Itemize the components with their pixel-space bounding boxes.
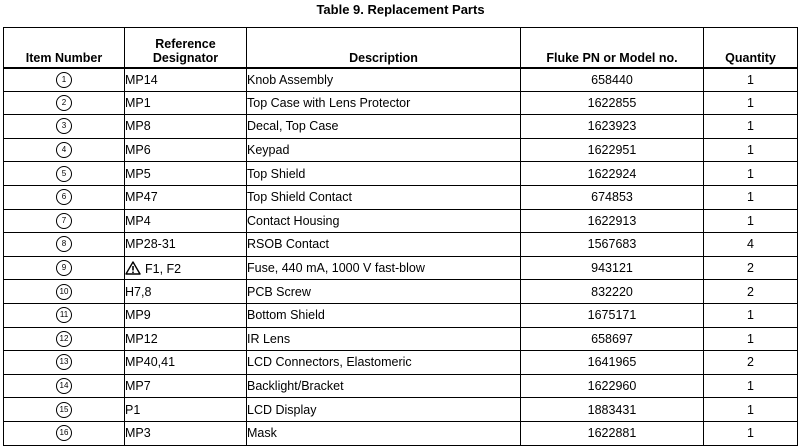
- description-cell: Top Case with Lens Protector: [247, 91, 521, 115]
- table-row: [4, 374, 798, 398]
- part-number-cell: 1622951: [521, 138, 704, 162]
- description-cell: Mask: [247, 421, 521, 445]
- part-number-cell: 1622913: [521, 209, 704, 233]
- item-number-cell: [4, 327, 125, 351]
- reference-designator-text: MP5: [125, 166, 151, 181]
- table-caption: Table 9. Replacement Parts: [316, 2, 485, 17]
- reference-designator-cell: [125, 374, 247, 398]
- description-cell: Keypad: [247, 138, 521, 162]
- description-cell: Bottom Shield: [247, 303, 521, 327]
- quantity-cell: 4: [704, 233, 798, 257]
- quantity-cell: 1: [704, 303, 798, 327]
- item-number-cell: [4, 91, 125, 115]
- reference-designator-cell: [125, 280, 247, 304]
- item-number-badge: 3: [56, 118, 72, 134]
- table-row: [4, 185, 798, 209]
- item-number-badge: 5: [56, 166, 72, 182]
- reference-designator-cell: [125, 303, 247, 327]
- item-number-badge: 9: [56, 260, 72, 276]
- reference-designator-text: MP3: [125, 426, 151, 441]
- quantity-cell: 1: [704, 115, 798, 139]
- table-row: [4, 91, 798, 115]
- header-row: [4, 28, 798, 68]
- item-number-cell: [4, 185, 125, 209]
- part-number-cell: 1623923: [521, 115, 704, 139]
- table-row: [4, 351, 798, 375]
- reference-designator-text: MP7: [125, 379, 151, 394]
- reference-designator-cell: [125, 351, 247, 375]
- quantity-cell: 1: [704, 421, 798, 445]
- reference-designator-text: MP40,41: [125, 355, 176, 370]
- item-number-badge: 10: [56, 284, 72, 300]
- part-number-cell: 1622855: [521, 91, 704, 115]
- quantity-cell: 1: [704, 209, 798, 233]
- header-part-number: Fluke PN or Model no.: [521, 28, 704, 68]
- item-number-badge: 14: [56, 378, 72, 394]
- table-row: [4, 280, 798, 304]
- item-number-badge: 13: [56, 354, 72, 370]
- part-number-cell: 943121: [521, 256, 704, 280]
- table-row: [4, 162, 798, 186]
- part-number-cell: 1622924: [521, 162, 704, 186]
- reference-designator-cell: [125, 68, 247, 92]
- item-number-badge: 1: [56, 72, 72, 88]
- part-number-cell: 1622881: [521, 421, 704, 445]
- item-number-cell: [4, 398, 125, 422]
- reference-designator-cell: [125, 233, 247, 257]
- part-number-cell: 1641965: [521, 351, 704, 375]
- item-number-cell: [4, 115, 125, 139]
- quantity-cell: 2: [704, 351, 798, 375]
- item-number-cell: [4, 256, 125, 280]
- part-number-cell: 1883431: [521, 398, 704, 422]
- item-number-cell: [4, 162, 125, 186]
- description-cell: LCD Display: [247, 398, 521, 422]
- table-row: [4, 256, 798, 280]
- item-number-cell: [4, 351, 125, 375]
- reference-designator-text: MP6: [125, 143, 151, 158]
- item-number-cell: [4, 138, 125, 162]
- reference-designator-cell: [125, 91, 247, 115]
- reference-designator-cell: [125, 209, 247, 233]
- table-row: [4, 303, 798, 327]
- item-number-badge: 15: [56, 402, 72, 418]
- table-row: [4, 233, 798, 257]
- quantity-cell: 1: [704, 185, 798, 209]
- part-number-cell: 1567683: [521, 233, 704, 257]
- part-number-cell: 832220: [521, 280, 704, 304]
- description-cell: Decal, Top Case: [247, 115, 521, 139]
- reference-designator-cell: [125, 327, 247, 351]
- reference-designator-text: MP8: [125, 119, 151, 134]
- reference-designator-cell: [125, 256, 247, 280]
- description-cell: Knob Assembly: [247, 68, 521, 92]
- reference-designator-cell: [125, 421, 247, 445]
- item-number-badge: 11: [56, 307, 72, 323]
- description-cell: RSOB Contact: [247, 233, 521, 257]
- table-row: [4, 327, 798, 351]
- table-row: [4, 68, 798, 92]
- table-row: [4, 209, 798, 233]
- quantity-cell: 1: [704, 68, 798, 92]
- description-cell: Top Shield Contact: [247, 185, 521, 209]
- part-number-cell: 1675171: [521, 303, 704, 327]
- item-number-badge: 2: [56, 95, 72, 111]
- reference-designator-cell: [125, 115, 247, 139]
- item-number-badge: 16: [56, 425, 72, 441]
- reference-designator-text: MP14: [125, 72, 158, 87]
- item-number-badge: 7: [56, 213, 72, 229]
- description-cell: Top Shield: [247, 162, 521, 186]
- item-number-cell: [4, 209, 125, 233]
- reference-designator-text: MP47: [125, 190, 158, 205]
- description-cell: PCB Screw: [247, 280, 521, 304]
- quantity-cell: 1: [704, 138, 798, 162]
- description-cell: Contact Housing: [247, 209, 521, 233]
- part-number-cell: 658440: [521, 68, 704, 92]
- replacement-parts-table: [3, 27, 798, 446]
- header-ref-line2: Designator: [152, 50, 219, 65]
- header-reference-designator: [125, 28, 247, 68]
- description-cell: LCD Connectors, Elastomeric: [247, 351, 521, 375]
- item-number-badge: 8: [56, 236, 72, 252]
- quantity-cell: 2: [704, 256, 798, 280]
- reference-designator-text: F1, F2: [145, 261, 182, 276]
- part-number-cell: 658697: [521, 327, 704, 351]
- quantity-cell: 2: [704, 280, 798, 304]
- table-row: [4, 398, 798, 422]
- item-number-cell: [4, 421, 125, 445]
- item-number-badge: 6: [56, 189, 72, 205]
- table-row: [4, 421, 798, 445]
- item-number-cell: [4, 233, 125, 257]
- quantity-cell: 1: [704, 327, 798, 351]
- item-number-badge: 12: [56, 331, 72, 347]
- quantity-cell: 1: [704, 374, 798, 398]
- description-cell: IR Lens: [247, 327, 521, 351]
- reference-designator-text: MP4: [125, 213, 151, 228]
- reference-designator-text: MP1: [125, 95, 151, 110]
- item-number-cell: [4, 374, 125, 398]
- header-quantity: Quantity: [704, 28, 798, 68]
- quantity-cell: 1: [704, 162, 798, 186]
- reference-designator-text: MP12: [125, 331, 158, 346]
- reference-designator-cell: [125, 398, 247, 422]
- reference-designator-cell: [125, 162, 247, 186]
- item-number-cell: [4, 68, 125, 92]
- reference-designator-text: P1: [125, 402, 141, 417]
- reference-designator-cell: [125, 185, 247, 209]
- quantity-cell: 1: [704, 91, 798, 115]
- warning-triangle-icon: [125, 261, 141, 275]
- header-ref-line1: Reference: [155, 36, 216, 51]
- reference-designator-cell: [125, 138, 247, 162]
- table-row: [4, 138, 798, 162]
- item-number-cell: [4, 280, 125, 304]
- reference-designator-text: H7,8: [125, 284, 152, 299]
- reference-designator-text: MP9: [125, 308, 151, 323]
- item-number-badge: 4: [56, 142, 72, 158]
- item-number-cell: [4, 303, 125, 327]
- header-item-number: Item Number: [4, 28, 125, 68]
- description-cell: Backlight/Bracket: [247, 374, 521, 398]
- reference-designator-text: MP28-31: [125, 237, 176, 252]
- part-number-cell: 1622960: [521, 374, 704, 398]
- table-row: [4, 115, 798, 139]
- header-description: Description: [247, 28, 521, 68]
- part-number-cell: 674853: [521, 185, 704, 209]
- quantity-cell: 1: [704, 398, 798, 422]
- description-cell: Fuse, 440 mA, 1000 V fast-blow: [247, 256, 521, 280]
